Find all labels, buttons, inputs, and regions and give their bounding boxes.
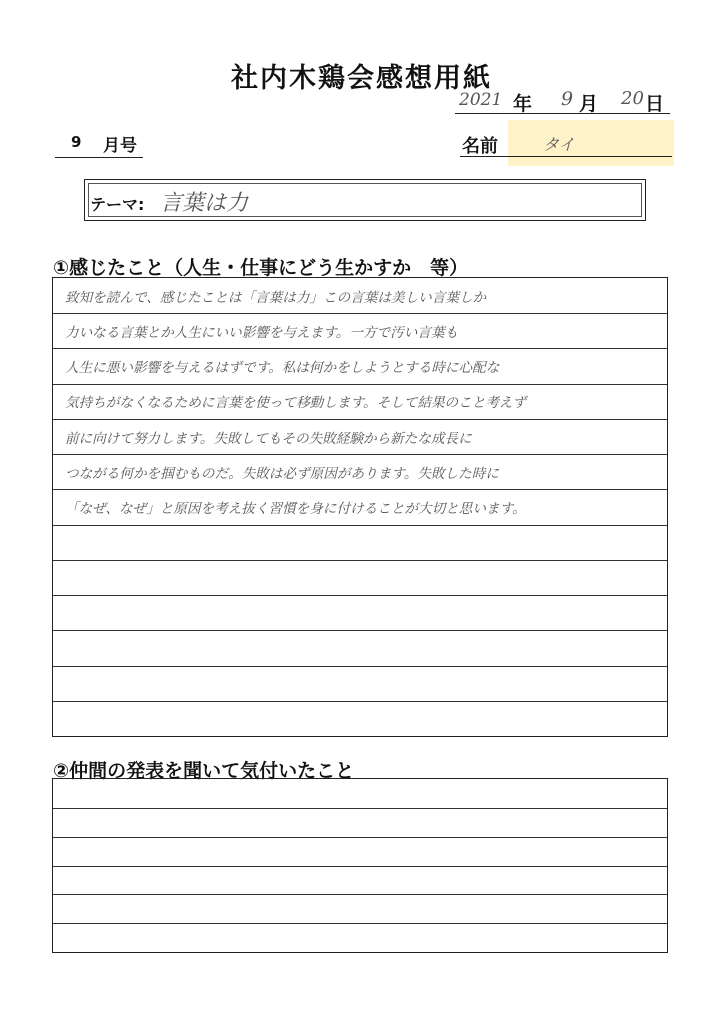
theme-value[interactable]: 言葉は力 <box>160 191 249 216</box>
section1-answer-box[interactable] <box>52 277 668 737</box>
ruled-line <box>53 313 667 314</box>
ruled-line <box>53 923 667 924</box>
ruled-line <box>53 525 667 526</box>
date-year-value[interactable]: 2021 <box>459 90 503 110</box>
section2-heading: ②仲間の発表を聞いて気付いたこと <box>53 760 355 782</box>
handwritten-line: つながる何かを掴むものだ。失敗は必ず原因があります。失敗した時に <box>65 465 499 482</box>
ruled-line <box>53 384 667 385</box>
name-value[interactable]: タイ <box>543 135 575 154</box>
ruled-line <box>53 419 667 420</box>
ruled-line <box>53 489 667 490</box>
date-month-value[interactable]: 9 <box>561 88 574 110</box>
ruled-line <box>53 808 667 809</box>
date-month-label: 月 <box>579 93 599 115</box>
ruled-line <box>53 595 667 596</box>
ruled-line <box>53 560 667 561</box>
ruled-line <box>53 348 667 349</box>
handwritten-line: 前に向けて努力します。失敗してもその失敗経験から新たな成長に <box>65 430 472 447</box>
issue-number[interactable]: 9 <box>71 133 82 151</box>
date-row <box>455 88 670 114</box>
handwritten-line: 人生に悪い影響を与えるはずです。私は何かをしようとする時に心配な <box>65 360 500 377</box>
ruled-line <box>53 894 667 895</box>
ruled-line <box>53 701 667 702</box>
form-title: 社内木鶏会感想用紙 <box>231 63 492 94</box>
issue-label: 月号 <box>103 136 137 156</box>
issue-row <box>55 131 143 155</box>
date-day-label: 日 <box>645 93 665 115</box>
section2-answer-box[interactable] <box>52 778 668 953</box>
ruled-line <box>53 630 667 631</box>
ruled-line <box>53 837 667 838</box>
ruled-line <box>53 454 667 455</box>
handwritten-line: 気持ちがなくなるために言葉を使って移動します。そして結果のこと考えず <box>65 395 527 412</box>
handwritten-line: 力いなる言葉とか人生にいい影響を与えます。一方で汚い言葉も <box>65 324 459 341</box>
handwritten-line: 致知を読んで、感じたことは「言葉は力」この言葉は美しい言葉しか <box>65 289 487 306</box>
issue-underline <box>55 157 143 158</box>
theme-label: テーマ: <box>90 195 145 214</box>
name-label: 名前 <box>462 136 498 157</box>
handwritten-line: 「なぜ、なぜ」と原因を考え抜く習慣を身に付けることが大切と思います。 <box>65 501 526 517</box>
date-underline <box>455 113 670 114</box>
ruled-line <box>53 866 667 867</box>
section1-heading: ①感じたこと（人生・仕事にどう生かすか 等） <box>53 257 469 279</box>
date-day-value[interactable]: 20 <box>621 88 644 109</box>
date-year-label: 年 <box>513 93 533 115</box>
ruled-line <box>53 666 667 667</box>
name-highlight <box>508 120 674 166</box>
